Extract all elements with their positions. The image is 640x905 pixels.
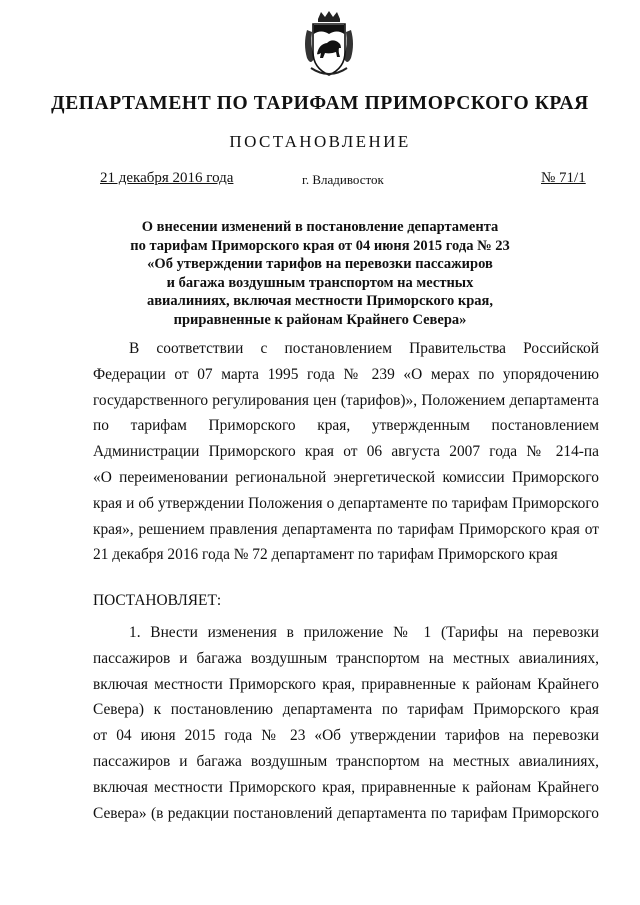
- text-line: пассажиров и багажа воздушным транспортом на местных авиалиниях,: [93, 649, 599, 667]
- text-line: Севера» (в редакции постановлений департамента по тарифам Приморского: [93, 804, 599, 822]
- subject-line: О внесении изменений в постановление департамента: [141, 219, 499, 235]
- text-line: включая местности Приморского края, приравненные к районам Крайнего: [93, 778, 599, 796]
- text-line: Администрации Приморского края от 06 августа 2007 года № 214-па: [93, 443, 599, 461]
- document-type: ПОСТАНОВЛЕНИЕ: [229, 132, 411, 151]
- subject-line: приравненные к районам Крайнего Севера»: [173, 311, 467, 328]
- text-line: края и об утверждении Положения о департаменте по тарифам Приморского: [93, 494, 599, 512]
- subject-line: и багажа воздушным транспортом на местных: [166, 274, 474, 291]
- document-city: г. Владивосток: [302, 172, 384, 187]
- text-line: 1. Внести изменения в приложение № 1 (Тарифы на перевозки: [129, 624, 599, 641]
- subject-line: авиалиниях, включая местности Приморского края,: [146, 293, 494, 310]
- text-line: пассажиров и багажа воздушным транспортом на местных авиалиниях,: [93, 752, 599, 770]
- coat-of-arms-emblem: [301, 10, 357, 80]
- department-title: ДЕПАРТАМЕНТ ПО ТАРИФАМ ПРИМОРСКОГО КРАЯ: [51, 93, 589, 114]
- subject-line: «Об утверждении тарифов на перевозки пассажиров: [147, 256, 493, 273]
- subject-line: по тарифам Приморского края от 04 июня 2015 года № 23: [130, 237, 510, 254]
- text-line: 21 декабря 2016 года № 72 департамент по тарифам Приморского края: [93, 546, 558, 564]
- text-line: Севера) к постановлению департамента по тарифам Приморского края: [93, 701, 599, 719]
- resolves-heading: ПОСТАНОВЛЯЕТ:: [93, 592, 222, 609]
- text-line: включая местности Приморского края, приравненные к районам Крайнего: [93, 675, 599, 693]
- text-line: по тарифам Приморского края, утвержденным постановлением: [93, 417, 599, 435]
- document-number: № 71/1: [541, 170, 586, 186]
- text-line: «О переименовании региональной энергетической комиссии Приморского: [93, 468, 599, 486]
- text-line: от 04 июня 2015 года № 23 «Об утверждении тарифов на перевозки: [93, 727, 599, 745]
- preamble-paragraph: [93, 336, 599, 568]
- text-line: В соответствии с постановлением Правительства Российской: [129, 340, 599, 357]
- document-date: 21 декабря 2016 года: [100, 170, 234, 186]
- text-line: Федерации от 07 марта 1995 года № 239 «О мерах по упорядочению: [93, 365, 599, 383]
- item-1-paragraph: [93, 620, 599, 826]
- document-subject: [0, 218, 640, 330]
- text-line: края», решением правления департамента по тарифам Приморского края от: [93, 520, 599, 538]
- text-line: государственного регулирования цен (тарифов)», Положением департамента: [93, 391, 599, 409]
